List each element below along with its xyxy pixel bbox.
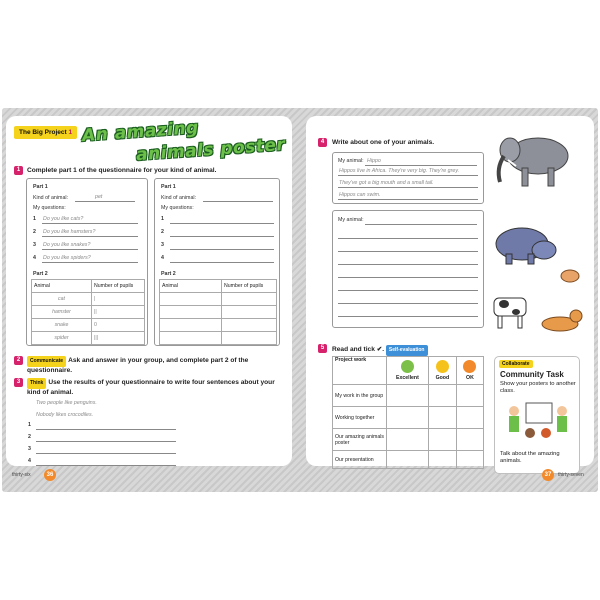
writing-input-line[interactable] [338,290,478,291]
part1-label: Part 1 [33,184,48,190]
animal-writing-blank: My animal: [332,210,484,328]
question-1: Do you like cats? [43,216,84,222]
community-task-title: Community Task [500,370,564,379]
step-3-instruction: Think Use the results of your questionnaire to write four sentences about your kind of animal. [27,379,275,396]
left-page: The Big Project 1 An amazing animals poster 1 Complete part 1 of the questionnaire for your kind of animal. Part 1 Kind of animal: pet My questions: 1 Do you like cats? 2 Do you like hamsters? 3 Do you like snakes? 4 Do you like spiders? Part 2 Animal Number of pupils cat | hamster || snake 0 spider ||| Part 1 Kind of animal: My questions: 1 2 3 4 Part 2 Animal Number of pupils 2 Communicate Ask and answer in your group, and complete part 2 of the questionnaire. 3 Think Use the results of your questionnaire to write four sentences about your kind of animal. Two people like penguins. Nobody likes crocodiles. 1 2 3 4 [6,116,292,466]
tag-label: The Big Project [19,129,67,136]
sentence-input-line[interactable] [36,429,176,430]
question-2: Do you like hamsters? [43,229,96,235]
footer-word-left: thirty-six [12,472,31,478]
table-row: Working together [333,407,484,429]
question-input-line[interactable] [170,223,274,224]
step-3-number: 3 [14,378,23,387]
communicate-badge: Communicate [27,356,66,367]
table-row [160,319,277,332]
writing-input-line[interactable] [338,316,478,317]
questions-label: My questions: [33,205,66,211]
question-3: Do you like snakes? [43,242,91,248]
evaluation-table: Project work Excellent Good OK My work in the group Working together Our amazing animals poster Our presentation [332,356,484,469]
page-title-line1: An amazing [81,117,200,147]
question-input-line[interactable] [170,249,274,250]
table-row: cat | [32,293,145,306]
cow-icon [494,298,526,328]
questionnaire-example: Part 1 Kind of animal: pet My questions: 1 Do you like cats? 2 Do you like hamsters? 3 Do you like snakes? 4 Do you like spiders? Part 2 Animal Number of pupils cat | hamster || snake 0 spider ||| [26,178,148,346]
table-row: Our presentation [333,451,484,469]
animal-writing-example: My animal: Hippo Hippos live in Africa. They're very big. They're grey. They've got a big mouth and a small tail. Hippos can swim. [332,152,484,204]
writing-input-line[interactable] [338,264,478,265]
neutral-face-icon [436,360,449,373]
step-4-number: 4 [318,138,327,147]
animal-input-line[interactable] [365,224,477,225]
step-4-instruction: Write about one of your animals. [332,139,435,146]
part2-label: Part 2 [33,271,48,277]
animal-illustrations [490,128,590,346]
students-illustration [500,399,576,441]
hippo-icon [496,228,556,264]
sentence-input-line[interactable] [36,453,176,454]
elephant-icon [499,138,568,186]
question-input-line[interactable] [170,236,274,237]
self-evaluation-badge: Self-evaluation [386,345,428,356]
writing-input-line[interactable] [338,238,478,239]
step-1-number: 1 [14,166,23,175]
table-row [160,306,277,319]
table-row [160,332,277,345]
think-badge: Think [27,378,46,389]
question-4: Do you like spiders? [43,255,91,261]
table-row: spider ||| [32,332,145,345]
footer-word-right: thirty-seven [558,472,584,478]
step-5-instruction: Read and tick ✔. Self-evaluation [332,345,430,356]
kind-value: pet [95,194,103,200]
community-task-box [494,356,580,474]
step-2-instruction: Communicate Ask and answer in your group, and complete part 2 of the questionnaire. [27,357,249,374]
example-sentence-1: Two people like penguins. [36,400,97,406]
table-row: Our amazing animals poster [333,429,484,451]
table-row: My work in the group [333,385,484,407]
example-sentence-2: Nobody likes crocodiles. [36,412,94,418]
question-input-line[interactable] [170,262,274,263]
sentence-input-line[interactable] [36,465,176,466]
happy-face-icon [401,360,414,373]
page-number-left: 36 [44,469,56,481]
writing-input-line[interactable] [338,251,478,252]
book-spread [2,108,598,492]
hamster-icon [561,270,579,282]
collaborate-badge: Collaborate [499,360,533,368]
kind-label: Kind of animal: [33,195,69,201]
writing-input-line[interactable] [338,277,478,278]
page-title-line2: animals poster [135,134,286,166]
ok-face-icon [463,360,476,373]
questionnaire-blank: Part 1 Kind of animal: My questions: 1 2 3 4 Part 2 Animal Number of pupils [154,178,280,346]
table-row: snake 0 [32,319,145,332]
tag-number: 1 [68,129,73,136]
community-task-text: Show your posters to another class. [500,381,576,394]
big-project-tag [14,126,77,139]
step-1-instruction: Complete part 1 of the questionnaire for your kind of animal. [27,167,217,174]
page-number-right: 37 [542,469,554,481]
animal-value: Hippo [367,158,381,164]
step-5-number: 5 [318,344,327,353]
results-table: Animal Number of pupils cat | hamster || snake 0 spider ||| [31,279,145,345]
table-row: hamster || [32,306,145,319]
cat-icon [542,310,582,331]
kind-input-line[interactable] [203,201,273,202]
step-2-number: 2 [14,356,23,365]
blank-results-table: Animal Number of pupils [159,279,277,345]
table-row [160,293,277,306]
sentence-input-line[interactable] [36,441,176,442]
community-task-bottom: Talk about the amazing animals. [500,451,560,464]
writing-input-line[interactable] [338,303,478,304]
right-page [306,116,594,466]
